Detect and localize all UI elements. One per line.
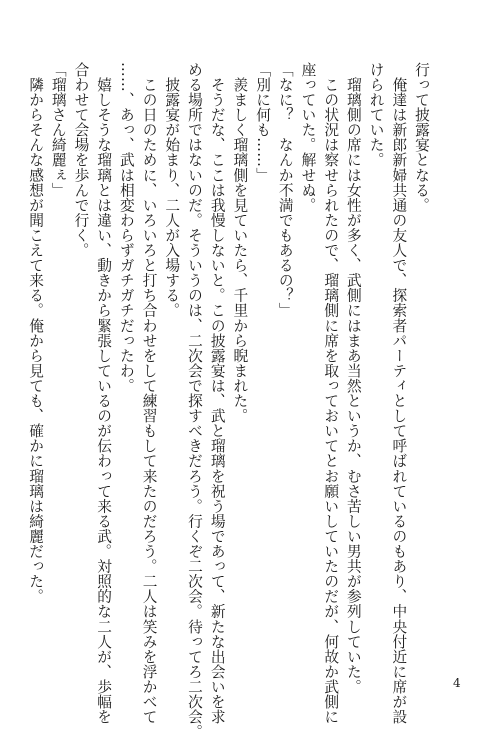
page-number: 4 <box>453 676 461 690</box>
text-line: 披露宴が始まり、二人が入場する。 <box>163 62 181 318</box>
text-line: 隣からそんな感想が聞こえて来る。俺から見ても、確かに瑠璃は綺麗だった。 <box>27 62 45 604</box>
text-line: そうだな、ここは我慢しないと。この披露宴は、武と瑠璃を祝う場であって、新たな出会いを求 <box>208 62 226 725</box>
text-line: けられていた。 <box>367 62 385 168</box>
text-line: 嬉しそうな瑠璃とは違い、動きから緊張しているのが伝わって来る武。対照的な二人が、歩幅を <box>95 62 113 725</box>
text-line: 瑠璃側の席には女性が多く、武側にはまあ当然というか、むさ苦しい男共が参列していた。 <box>344 62 362 695</box>
text-line: 行って披露宴となる。 <box>413 62 430 213</box>
text-line: 「瑠璃さん綺麗ぇ」 <box>49 62 67 198</box>
text-line: 座っていた。解せぬ。 <box>299 62 317 213</box>
text-line: この日のために、いろいろと打ち合わせをして練習もして来たのだろう。二人は笑みを浮かべて <box>140 62 158 725</box>
text-line: 羨ましく瑠璃側を見ていたら、千里から睨まれた。 <box>231 62 249 424</box>
text-line: この状況は察せられたので、瑠璃側に席を取っておいてとお願いしていたのだが、何故か武側に <box>322 62 340 725</box>
text-line: 「なに？ なんか不満でもあるの？」 <box>276 62 294 318</box>
text-line: 「別に何も……」 <box>254 62 272 183</box>
text-line: 俺達は新郎新婦共通の友人で、探索者パーティとして呼ばれているのもあり、中央付近に席が設 <box>390 62 408 725</box>
text-line: める場所ではないのだ。そういうのは、二次会で探すべきだろう。行くぞ二次会。待ってろ二次会。 <box>185 62 203 739</box>
text-line: 合わせて会場を歩んで行く。 <box>72 62 90 258</box>
vertical-text-body <box>27 62 432 739</box>
text-line: ……、あっ、武は相変わらずガチガチだったわ。 <box>117 62 135 394</box>
